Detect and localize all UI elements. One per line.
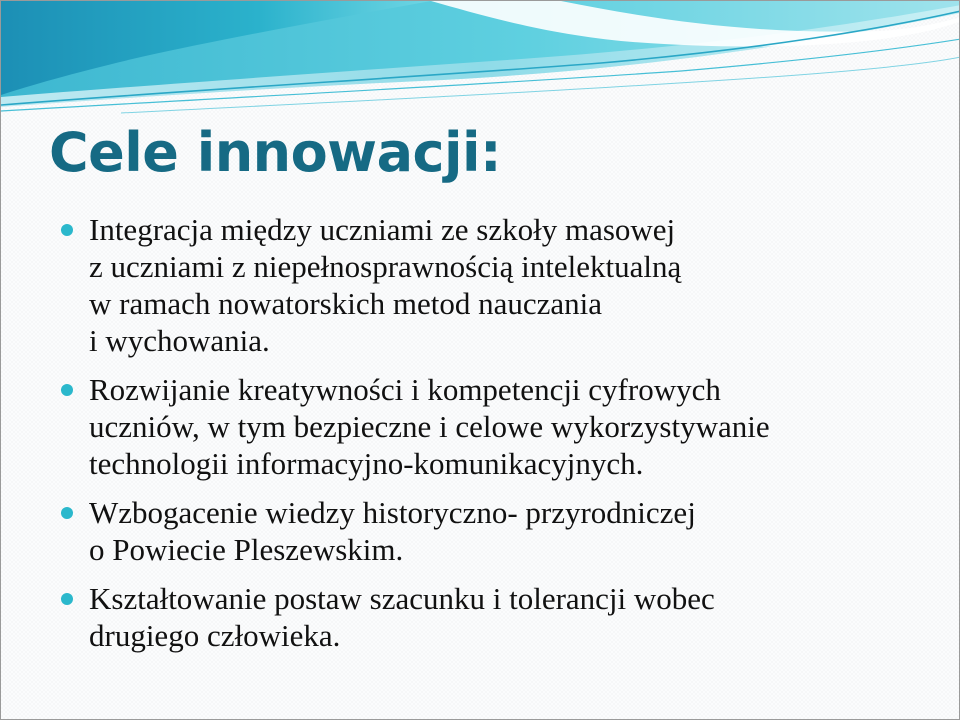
bullet-text-line: drugiego człowieka. <box>89 618 341 653</box>
bullet-text-line: technologii informacyjno-komunikacyjnych. <box>89 446 644 481</box>
bullet-text-line: Wzbogacenie wiedzy historyczno- przyrodniczej <box>89 495 696 530</box>
bullet-dot-icon <box>61 593 73 605</box>
bullet-item <box>57 371 927 482</box>
bullet-dot-icon <box>61 384 73 396</box>
bullet-item <box>57 211 927 359</box>
slide-title: Cele innowacji: <box>49 121 502 184</box>
bullet-text-line: uczniów, w tym bezpieczne i celowe wykorzystywanie <box>89 409 770 444</box>
bullet-dot-icon <box>61 507 73 519</box>
bullet-dot-icon <box>61 224 73 236</box>
bullet-text-line: w ramach nowatorskich metod nauczania <box>89 286 603 321</box>
bullet-list <box>57 211 927 666</box>
bullet-item <box>57 580 927 654</box>
bullet-text-line: z uczniami z niepełnosprawnością intelektualną <box>89 249 682 284</box>
bullet-item <box>57 494 927 568</box>
bullet-text-line: Rozwijanie kreatywności i kompetencji cyfrowych <box>89 372 721 407</box>
bullet-text-line: Kształtowanie postaw szacunku i tolerancji wobec <box>89 581 715 616</box>
bullet-text-line: Integracja między uczniami ze szkoły masowej <box>89 212 676 247</box>
bullet-text-line: i wychowania. <box>89 323 270 358</box>
header-wave-decoration <box>1 1 960 121</box>
bullet-text-line: o Powiecie Pleszewskim. <box>89 532 404 567</box>
